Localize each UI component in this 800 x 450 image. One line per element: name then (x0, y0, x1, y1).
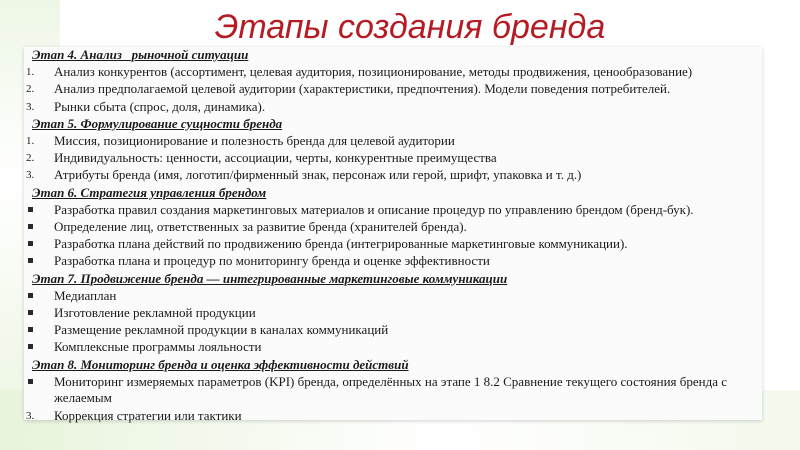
list-item-text: Медиаплан (54, 287, 117, 303)
list-item-text: Анализ предполагаемой целевой аудитории (характеристики, предпочтения). Модели поведения потребителей. (54, 81, 671, 97)
bullet-icon (28, 379, 33, 384)
list-item-text: Разработка плана и процедур по мониторингу бренда и оценке эффективности (54, 253, 490, 269)
list-item-text: Коррекция стратегии или тактики (54, 408, 242, 424)
stage-heading: Этап 4. Анализ _рыночной ситуации (32, 47, 249, 62)
list-number: 3. (26, 410, 35, 423)
bullet-icon (28, 258, 33, 263)
bullet-icon (28, 224, 33, 229)
list-item-text: Определение лиц, ответственных за развитие бренда (хранителей бренда). (54, 219, 467, 234)
list-number: 1. (26, 66, 35, 79)
content-box (24, 47, 762, 424)
list-item-text: Разработка правил создания маркетинговых материалов и описание процедур по управлению брендом (бренд-бук). (54, 201, 694, 217)
list-item-text: Индивидуальность: ценности, ассоциации, черты, конкурентные преимущества (54, 150, 497, 166)
stage-heading: Этап 8. Мониторинг бренда и оценка эффективности действий (32, 356, 409, 372)
slide-title: Этапы создания бренда (214, 8, 606, 46)
list-number: 3. (26, 169, 35, 182)
list-item-text: Миссия, позиционирование и полезность бренда для целевой аудитории (54, 133, 455, 148)
list-item-text: Разработка плана действий по продвижению бренда (интегрированные маркетинговые коммуникации). (54, 236, 628, 252)
list-item-text: Комплексные программы лояльности (54, 339, 262, 355)
list-number: 1. (26, 135, 35, 147)
list-item-text: Рынки сбыта (спрос, доля, динамика). (54, 98, 266, 114)
stage-heading: Этап 5. Формулирование сущности бренда (32, 115, 283, 131)
list-item-text: Атрибуты бренда (имя, логотип/фирменный знак, персонаж или герой, шрифт, упаковка и т. д.) (54, 167, 582, 183)
bullet-icon (28, 344, 33, 349)
bullet-icon (28, 327, 33, 332)
list-item-text: Анализ конкурентов (ассортимент, целевая аудитория, позиционирование, методы продвижения, ценообразование) (54, 64, 693, 80)
stage-heading: Этап 7. Продвижение бренда — интегрированные маркетинговые коммуникации (32, 270, 508, 286)
list-number: 2. (26, 83, 35, 96)
list-item-text: Мониторинг измеряемых параметров (KPI) бренда, определённых на этапе 1 8.2 Сравнение текущего состояния бренда с желаемым (54, 373, 727, 405)
bullet-icon (28, 293, 33, 298)
list-number: 2. (26, 152, 35, 165)
bullet-icon (28, 241, 33, 246)
bullet-icon (28, 207, 33, 212)
list-item-text: Изготовление рекламной продукции (54, 305, 256, 320)
bullet-icon (28, 310, 33, 315)
list-number: 3. (26, 100, 35, 113)
stage-heading: Этап 6. Стратегия управления брендом (32, 184, 267, 200)
list-item-text: Размещение рекламной продукции в каналах коммуникаций (54, 322, 389, 338)
